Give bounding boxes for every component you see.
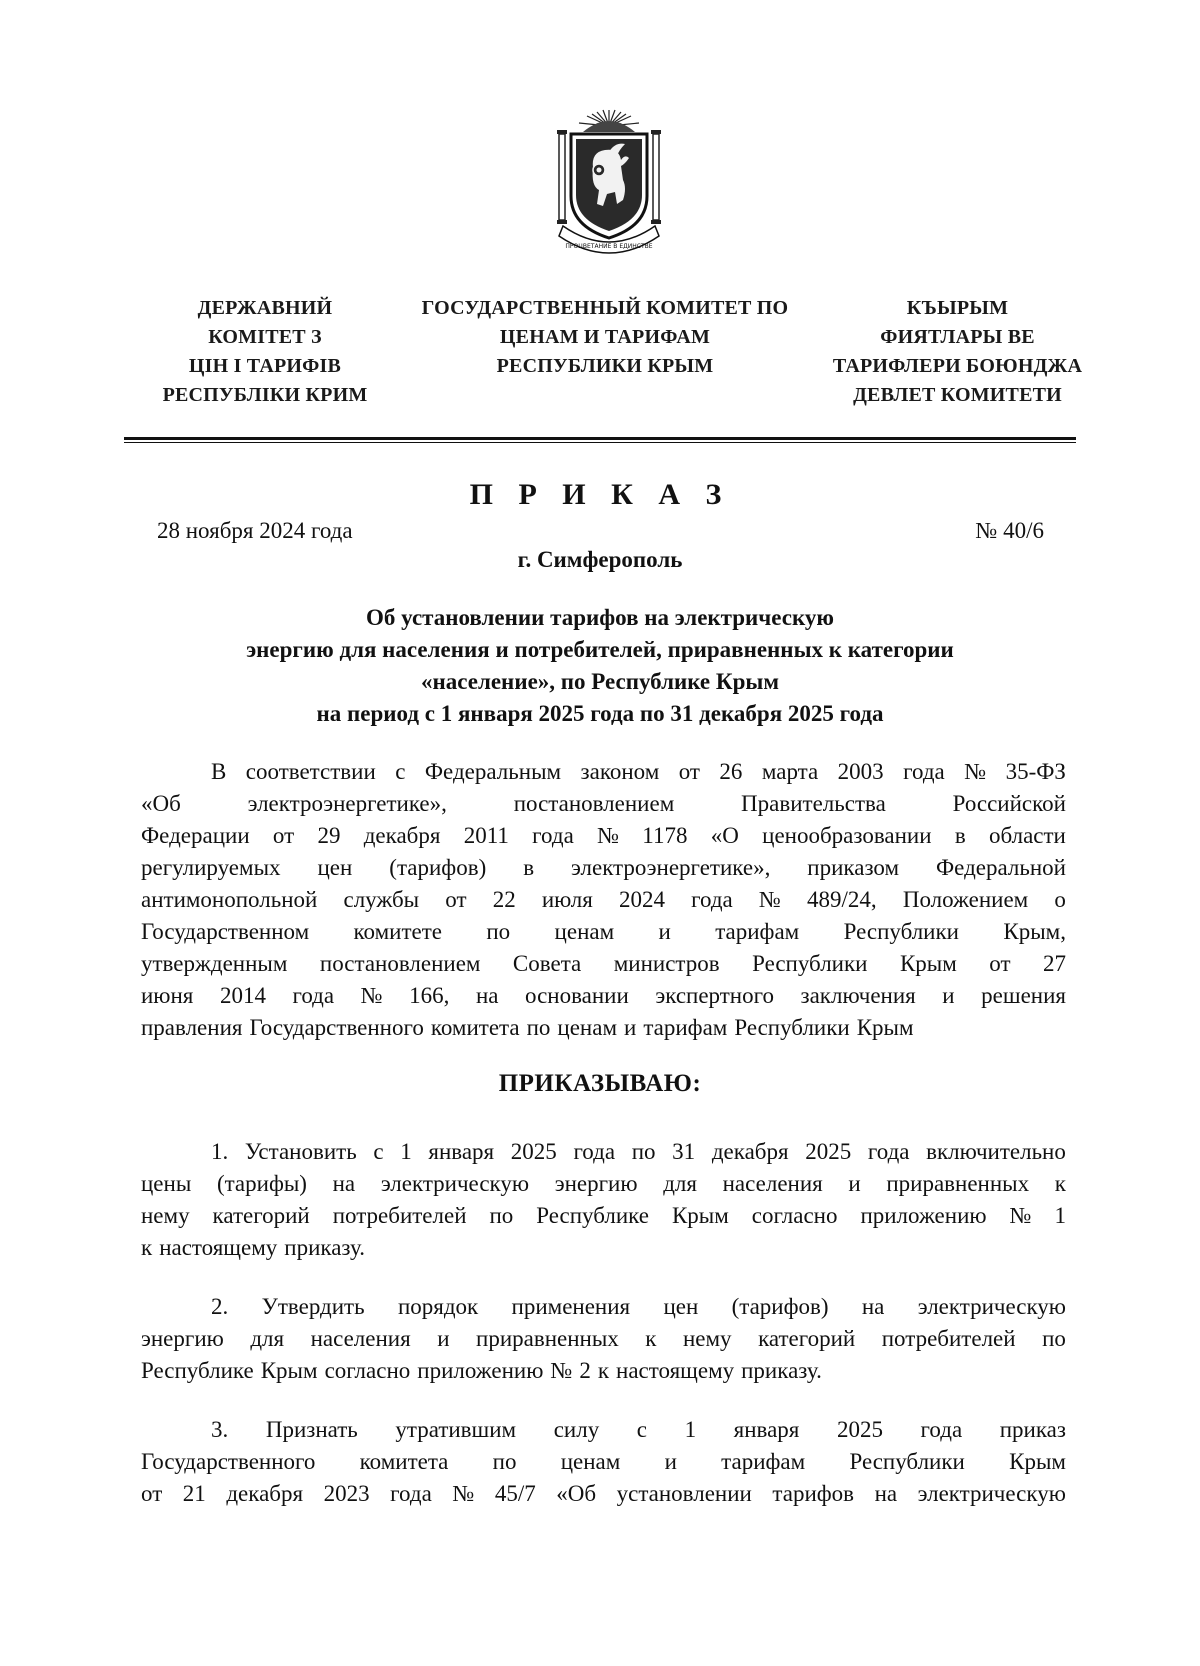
text-line (141, 1323, 1066, 1355)
word: по (486, 919, 511, 944)
word: о (1054, 887, 1066, 912)
word: электрическую (380, 1171, 530, 1196)
word: Признать (265, 1417, 358, 1442)
word: потребителей (881, 1326, 1016, 1351)
subject-line: Об установлении тарифов на электрическую (366, 605, 834, 630)
word: цен (663, 1294, 699, 1319)
word: № (360, 983, 383, 1008)
word: тарифам (715, 919, 800, 944)
word: № (452, 1481, 475, 1506)
word: Крым (260, 1358, 318, 1383)
word: в (523, 855, 535, 880)
subject-line: на период с 1 января 2025 года по 31 декабря 2025 года (316, 701, 884, 726)
word: «О (710, 823, 739, 848)
word: к (141, 1235, 153, 1260)
word: 2025 (836, 1417, 883, 1442)
word: установлении (616, 1481, 752, 1506)
word: В (211, 759, 227, 784)
header-line: РЕСПУБЛИКИ КРЫМ (496, 355, 714, 377)
word: нему (682, 1326, 732, 1351)
word: Республики (734, 1015, 850, 1040)
word: 31 (672, 1139, 696, 1164)
word: марта (761, 759, 819, 784)
word: 1 (684, 1417, 697, 1442)
word: 29 (317, 823, 341, 848)
word: электроэнергетике», (247, 791, 447, 816)
word: Государственного (249, 1015, 424, 1040)
word: декабря (226, 1481, 304, 1506)
word: от (445, 887, 467, 912)
word: Республики (849, 1449, 965, 1474)
word: приложению (860, 1203, 987, 1228)
word: по (631, 1139, 656, 1164)
order-item-2 (141, 1291, 1066, 1387)
word: 2023 (323, 1481, 370, 1506)
word: к (645, 1326, 657, 1351)
subject-line: энергию для населения и потребителей, приравненных к категории (246, 637, 954, 662)
document-city: г. Симферополь (517, 547, 683, 572)
word: энергию (141, 1326, 224, 1351)
word: электрическую (917, 1481, 1066, 1506)
text-line (141, 788, 1066, 820)
text-line (141, 1012, 1066, 1044)
word: 1178 (642, 823, 688, 848)
word: 35-ФЗ (1005, 759, 1066, 784)
word: настоящему (616, 1358, 735, 1383)
header-line: ФИЯТЛАРЫ ВЕ (880, 326, 1035, 348)
header-line: ЦЕНАМ И ТАРИФАМ (499, 326, 711, 348)
word: тарифам (721, 1449, 806, 1474)
word: решения (981, 983, 1066, 1008)
word: января (428, 1139, 495, 1164)
word: по (526, 1015, 551, 1040)
word: экспертного (655, 983, 774, 1008)
word: от (141, 1481, 163, 1506)
word: 26 (719, 759, 743, 784)
word: заключения (800, 983, 916, 1008)
word: Крым (671, 1203, 729, 1228)
word: постановлением (513, 791, 675, 816)
word: 27 (1042, 951, 1066, 976)
word: энергию (554, 1171, 638, 1196)
word: 2014 (219, 983, 266, 1008)
word: комитете (353, 919, 442, 944)
word: на (861, 1294, 885, 1319)
header-line: ГОСУДАРСТВЕННЫЙ КОМИТЕТ ПО (421, 297, 789, 319)
word: (тарифов) (731, 1294, 829, 1319)
text-line (141, 1355, 1066, 1387)
word: согласно (324, 1358, 411, 1383)
word: Республике (141, 1358, 254, 1383)
text-line (141, 1200, 1066, 1232)
word: июля (541, 887, 593, 912)
word: Федеральным (424, 759, 562, 784)
word: Государственного (141, 1449, 316, 1474)
word: цены (141, 1171, 192, 1196)
header-divider-thin (124, 442, 1076, 443)
word: № (550, 1358, 573, 1383)
word: применения (511, 1294, 631, 1319)
word: года (573, 1139, 616, 1164)
word: приложению (417, 1358, 544, 1383)
word: к (1054, 1171, 1066, 1196)
word: по (492, 1449, 517, 1474)
document-title: П Р И К А З (469, 478, 731, 511)
word: декабря (363, 823, 441, 848)
word: Крым, (1003, 919, 1066, 944)
text-line (141, 1291, 1066, 1323)
word: 2025 (510, 1139, 557, 1164)
word: 489/24, (807, 887, 877, 912)
word: с (636, 1417, 647, 1442)
word: приказу. (284, 1235, 365, 1260)
word: Совета (512, 951, 582, 976)
text-line (141, 980, 1066, 1012)
text-line (141, 916, 1066, 948)
word: правления (141, 1015, 243, 1040)
word: ценам (557, 1015, 617, 1040)
word: 22 (492, 887, 516, 912)
word: 166, (409, 983, 450, 1008)
word: на (475, 983, 499, 1008)
text-line (141, 1232, 1066, 1264)
word: № (597, 823, 620, 848)
word: области (988, 823, 1066, 848)
word: ценам (554, 919, 615, 944)
word: приказом (807, 855, 900, 880)
header-line: КОМІТЕТ З (208, 326, 322, 348)
word: законом (580, 759, 660, 784)
word: с (395, 759, 406, 784)
word: для (250, 1326, 285, 1351)
word: 2003 (837, 759, 884, 784)
word: согласно (751, 1203, 838, 1228)
document-date: 28 ноября 2024 года (157, 518, 353, 543)
word: декабря (711, 1139, 789, 1164)
word: (тарифы) (216, 1171, 307, 1196)
word: Крым (856, 1015, 914, 1040)
order-heading: ПРИКАЗЫВАЮ: (498, 1070, 702, 1097)
word: Федерации (141, 823, 250, 848)
text-line (141, 948, 1066, 980)
text-line (141, 1414, 1066, 1446)
text-line (141, 756, 1066, 788)
header-line: РЕСПУБЛІКИ КРИМ (162, 384, 368, 406)
word: 2025 (805, 1139, 852, 1164)
word: Республике (536, 1203, 649, 1228)
word: 45/7 (494, 1481, 536, 1506)
word: приравненных (476, 1326, 619, 1351)
preamble-paragraph (141, 756, 1066, 1044)
text-line (141, 1136, 1066, 1168)
word: 2 (579, 1358, 591, 1383)
header-russian (405, 294, 805, 381)
word: 1. (211, 1139, 229, 1164)
word: к (597, 1358, 610, 1383)
text-line (141, 1168, 1066, 1200)
word: «Об (141, 791, 181, 816)
word: в (954, 823, 966, 848)
word: цен (317, 855, 353, 880)
word: 2024 (619, 887, 665, 912)
word: тарифам (643, 1015, 728, 1040)
word: и (624, 1015, 637, 1040)
word: Федеральной (936, 855, 1066, 880)
header-crimean-tatar (820, 294, 1095, 410)
word: Крым (899, 951, 957, 976)
header-line: ДЕВЛЕТ КОМИТЕТИ (853, 384, 1062, 406)
word: января (733, 1417, 800, 1442)
order-item-3 (141, 1414, 1066, 1510)
word: постановлением (319, 951, 481, 976)
word: Утвердить (261, 1294, 365, 1319)
word: года (292, 983, 335, 1008)
word: Правительства (741, 791, 886, 816)
word: для (663, 1171, 697, 1196)
word: силу (553, 1417, 600, 1442)
crimea-coat-of-arms-icon (553, 108, 665, 266)
word: населения (310, 1326, 411, 1351)
word: ценообразовании (762, 823, 932, 848)
word: Государственном (141, 919, 310, 944)
header-line: КЪЫРЫМ (906, 297, 1009, 319)
word: антимонопольной (141, 887, 318, 912)
header-divider (124, 437, 1076, 440)
word: от (272, 823, 295, 848)
word: Положением (902, 887, 1029, 912)
word: и (437, 1326, 450, 1351)
word: регулируемых (141, 855, 281, 880)
word: Российской (952, 791, 1066, 816)
word: Крым (1009, 1449, 1066, 1474)
word: от (678, 759, 700, 784)
word: соответствии (245, 759, 376, 784)
word: (тарифов) (389, 855, 487, 880)
word: категорий (212, 1203, 310, 1228)
word: года (390, 1481, 432, 1506)
word: утратившим (395, 1417, 517, 1442)
word: населения (722, 1171, 823, 1196)
word: ценам (560, 1449, 621, 1474)
word: приказ (999, 1417, 1066, 1442)
word: и (848, 1171, 861, 1196)
word: от (989, 951, 1011, 976)
word: 1 (400, 1139, 412, 1164)
word: «Об (556, 1481, 597, 1506)
header-line: ДЕРЖАВНИЙ (197, 297, 333, 319)
text-line (141, 852, 1066, 884)
word: по (489, 1203, 514, 1228)
word: службы (343, 887, 420, 912)
text-line (141, 820, 1066, 852)
word: № (758, 887, 781, 912)
word: июня (141, 983, 194, 1008)
word: порядок (397, 1294, 479, 1319)
word: министров (613, 951, 720, 976)
word: 2. (211, 1294, 229, 1319)
word: на (332, 1171, 356, 1196)
text-line (141, 1478, 1066, 1510)
word: года (903, 759, 945, 784)
word: № (964, 759, 987, 784)
word: основании (525, 983, 629, 1008)
header-line: ТАРИФЛЕРИ БОЮНДЖА (832, 355, 1083, 377)
word: года (920, 1417, 963, 1442)
word: приравненных (886, 1171, 1030, 1196)
word: и (664, 1449, 677, 1474)
document-number: № 40/6 (975, 518, 1044, 543)
word: настоящему (159, 1235, 278, 1260)
word: года (691, 887, 733, 912)
document-subject (150, 602, 1050, 730)
word: и (942, 983, 955, 1008)
header-line: ЦІН І ТАРИФІВ (188, 355, 342, 377)
subject-line: «население», по Республике Крым (421, 669, 779, 694)
word: нему (141, 1203, 190, 1228)
word: включительно (926, 1139, 1066, 1164)
word: электрическую (917, 1294, 1066, 1319)
word: 2011 (463, 823, 509, 848)
text-line (141, 1446, 1066, 1478)
word: и (658, 919, 671, 944)
word: тарифов (772, 1481, 855, 1506)
word: с (373, 1139, 384, 1164)
word: № (1009, 1203, 1032, 1228)
word: потребителей (332, 1203, 467, 1228)
word: года (532, 823, 574, 848)
word: категорий (758, 1326, 856, 1351)
text-line (141, 884, 1066, 916)
word: приказу. (741, 1358, 822, 1383)
word: на (874, 1481, 898, 1506)
word: Установить (244, 1139, 357, 1164)
word: комитета (430, 1015, 520, 1040)
word: утвержденным (141, 951, 288, 976)
emblem-motto: ПРОЦВЕТАНИЕ В ЕДИНСТВЕ (565, 243, 653, 250)
word: 21 (182, 1481, 206, 1506)
word: Республики (752, 951, 868, 976)
word: года (867, 1139, 910, 1164)
word: 3. (211, 1417, 229, 1442)
word: по (1042, 1326, 1066, 1351)
word: электроэнергетике», (571, 855, 771, 880)
order-item-1 (141, 1136, 1066, 1264)
word: 1 (1054, 1203, 1066, 1228)
word: комитета (359, 1449, 449, 1474)
word: Республики (843, 919, 959, 944)
header-ukrainian (150, 294, 380, 410)
